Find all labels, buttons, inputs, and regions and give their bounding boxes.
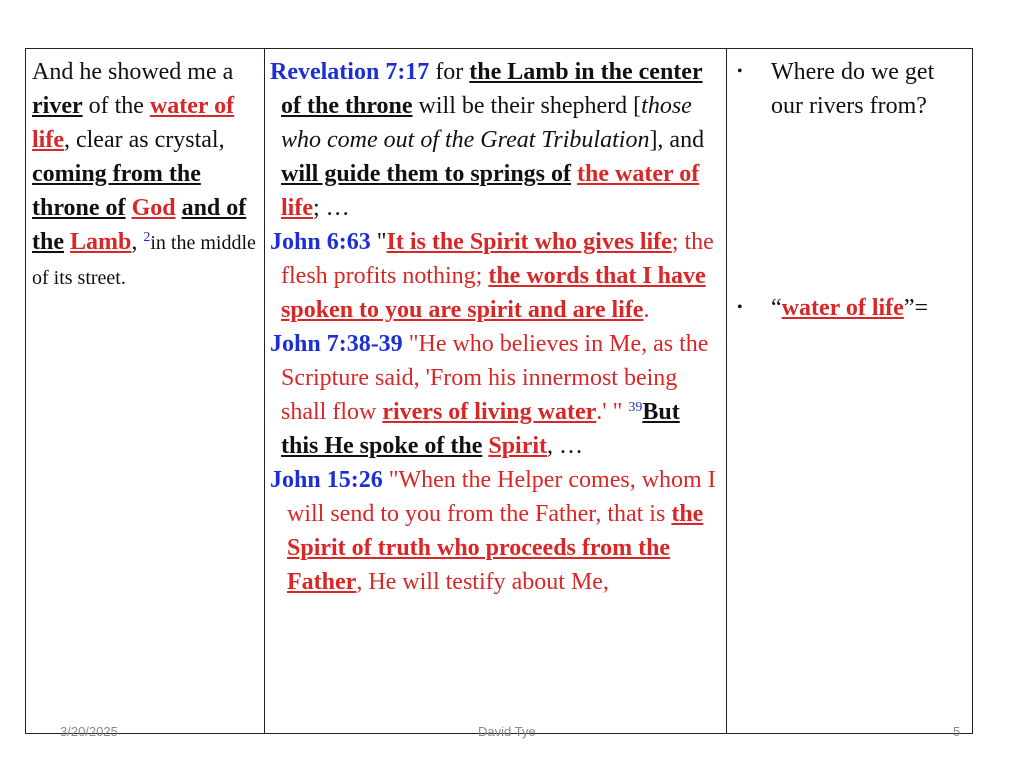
bullet-item xyxy=(733,55,968,123)
column-scripture-references xyxy=(265,49,727,733)
verse-revelation-7-17: Revelation 7:17 for the Lamb in the center of the throne will be their shepherd [those who come out of the Great Tribulation], and will guide them to springs of the water of life; … xyxy=(270,59,705,221)
bullet-item xyxy=(733,291,968,325)
highlight-lamb-center: the Lamb in the center of the throne xyxy=(281,59,703,119)
bullet-icon: • xyxy=(737,63,743,80)
bullet-icon: • xyxy=(737,299,743,316)
highlight-spirit-of-truth: the Spirit of truth who proceeds from the Father xyxy=(287,501,704,595)
verse-john-7-38: John 7:38-39 "He who believes in Me, as the Scripture said, 'From his innermost being shall flow rivers of living water.' " $^{39}$But this He spoke of the Spirit, … xyxy=(270,331,709,459)
highlight-he-spoke: But this He spoke of the xyxy=(281,399,680,459)
verse-reference: John 15:26 xyxy=(270,467,383,493)
highlight-coming-from-throne: coming from the throne of xyxy=(32,161,201,221)
highlight-god: God xyxy=(131,195,176,221)
text: of the xyxy=(82,93,150,119)
text: , clear as crystal, xyxy=(63,127,225,153)
highlight-water-of-life: the water of life xyxy=(281,161,700,221)
verse-reference: John 6:63 xyxy=(270,229,371,255)
column-questions xyxy=(727,49,972,733)
highlight-water-of-life: water of life xyxy=(32,93,235,153)
verse-reference: Revelation 7:17 xyxy=(270,59,430,85)
highlight-river: river xyxy=(32,93,83,119)
text: in the middle of its street. xyxy=(32,232,256,289)
verse-number: 2 xyxy=(143,230,151,245)
highlight-water-of-life: water of life xyxy=(781,295,904,321)
highlight-rivers-living-water: rivers of living water xyxy=(382,399,597,425)
footer-author: David Tye xyxy=(478,724,536,739)
highlight-guide: will guide them to springs of xyxy=(281,161,572,187)
highlight-and-of-the: and of the xyxy=(32,195,247,255)
verse-john-6-63: John 6:63 "It is the Spirit who gives life; the flesh profits nothing; the words that I have spoken to you are spirit and are life. xyxy=(270,229,714,323)
italic-note: those who come out of the Great Tribulation xyxy=(281,93,692,153)
verse-john-15-26: John 15:26 "When the Helper comes, whom I will send to you from the Father, that is the Spirit of truth who proceeds from the Father, He will testify about Me, xyxy=(270,467,716,595)
content-table xyxy=(25,48,973,734)
footer-date: 3/20/2025 xyxy=(60,724,118,739)
text: And he showed me a xyxy=(32,59,234,85)
footer-page-number: 5 xyxy=(953,724,961,739)
verse-reference: John 7:38-39 xyxy=(270,331,403,357)
highlight-spirit-gives-life: It is the Spirit who gives life xyxy=(386,229,672,255)
definition-text: “water of life”= xyxy=(771,295,929,321)
verse-number: 39 xyxy=(628,400,643,415)
column-revelation-text: And he showed me a river of the water of life, clear as crystal, coming from the throne of God and of the Lamb, $^2$in the middle of its street. xyxy=(26,49,265,733)
highlight-lamb: Lamb xyxy=(70,229,132,255)
highlight-words-spirit-life: the words that I have spoken to you are spirit and are life xyxy=(281,263,706,323)
highlight-spirit: Spirit xyxy=(488,433,548,459)
question-text: Where do we get our rivers from? xyxy=(771,59,935,119)
